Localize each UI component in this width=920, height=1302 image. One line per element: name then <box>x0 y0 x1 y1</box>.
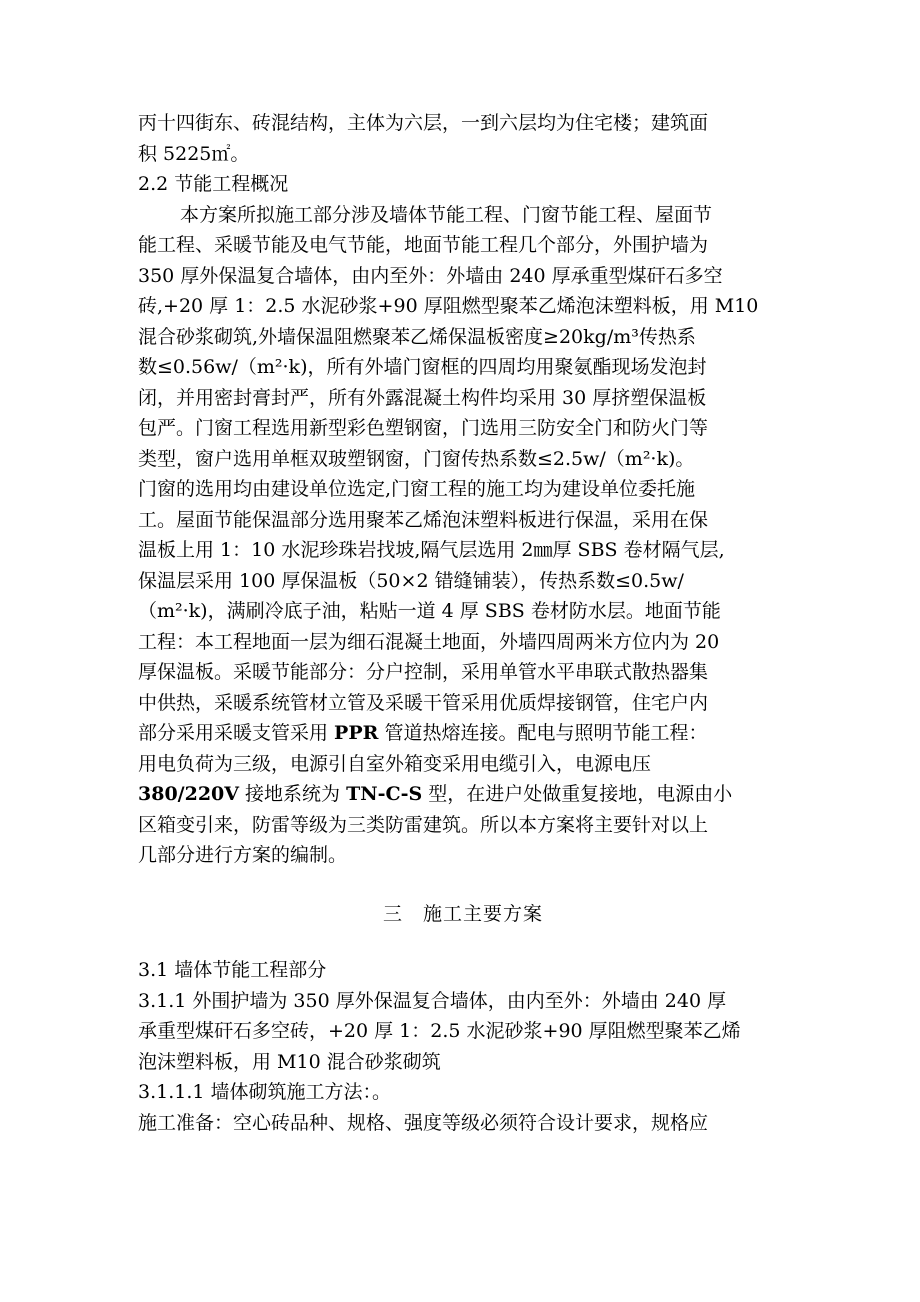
text-line: 承重型煤矸石多空砖，+20 厚 1：2.5 水泥砂浆+90 厚阻燃型聚苯乙烯 <box>138 1020 741 1042</box>
text-segment-bold: 380/220V <box>138 783 240 805</box>
text-line: 350 厚外保温复合墙体，由内至外：外墙由 240 厚承重型煤矸石多空 <box>138 264 723 287</box>
text-line: 工。屋面节能保温部分选用聚苯乙烯泡沫塑料板进行保温，采用在保 <box>138 508 709 531</box>
text-line <box>138 779 788 810</box>
section-3-1-1-paragraph <box>138 986 788 1078</box>
text-line: 门窗的选用均由建设单位选定,门窗工程的施工均为建设单位委托施 <box>138 478 696 500</box>
text-segment: 型，在进户处做重复接地，电源由小 <box>422 783 733 805</box>
text-line: 类型，窗户选用单框双玻塑钢窗，门窗传热系数≤2.5w/（m²·k)。 <box>138 447 695 470</box>
text-line: （m²·k)，满刷冷底子油，粘贴一道 4 厚 SBS 卷材防水层。地面节能 <box>138 600 721 622</box>
text-line <box>138 718 788 749</box>
section-heading-3-1: 3.1 墙体节能工程部分 <box>138 959 327 981</box>
intro-paragraph <box>138 108 788 169</box>
text-line: 能工程、采暖节能及电气节能，地面节能工程几个部分，外围护墙为 <box>138 234 709 256</box>
text-line: 保温层采用 100 厚保温板（50×2 错缝铺装），传热系数≤0.5w/ <box>138 569 684 592</box>
text-line: 泡沫塑料板，用 M10 混合砂浆砌筑 <box>138 1050 441 1073</box>
document-page <box>138 108 788 1138</box>
text-line: 用电负荷为三级，电源引自室外箱变采用电缆引入，电源电压 <box>138 752 652 775</box>
text-segment: 管道热熔连接。配电与照明节能工程： <box>378 722 708 744</box>
text-line: 包严。门窗工程选用新型彩色塑钢窗，门选用三防安全门和防火门等 <box>138 417 709 439</box>
text-line: 区箱变引来，防雷等级为三类防雷建筑。所以本方案将主要针对以上 <box>138 813 709 836</box>
text-line: 施工准备：空心砖品种、规格、强度等级必须符合设计要求，规格应 <box>138 1111 709 1134</box>
text-line: 中供热，采暖系统管材立管及采暖干管采用优质焊接钢管，住宅户内 <box>138 691 709 714</box>
text-line: 数≤0.56w/（m²·k)，所有外墙门窗框的四周均用聚氨酯现场发泡封 <box>138 356 707 378</box>
text-line: 闭，并用密封膏封严，所有外露混凝土构件均采用 30 厚挤塑保温板 <box>138 386 707 409</box>
text-line: 厚保温板。采暖节能部分：分户控制，采用单管水平串联式散热器集 <box>138 661 709 683</box>
text-line: 混合砂浆砌筑,外墙保温阻燃聚苯乙烯保温板密度≥20kg/m³传热系 <box>138 325 696 348</box>
text-line: 工程：本工程地面一层为细石混凝土地面，外墙四周两米方位内为 20 <box>138 630 720 653</box>
text-line: 3.1.1 外围护墙为 350 厚外保温复合墙体，由内至外：外墙由 240 厚 <box>138 989 727 1012</box>
text-segment-bold: TN-C-S <box>346 783 423 805</box>
section-heading-3-1-1-1: 3.1.1.1 墙体砌筑施工方法：。 <box>138 1081 392 1103</box>
text-segment: 部分采用采暖支管采用 <box>138 722 335 744</box>
text-segment: 接地系统为 <box>239 783 347 805</box>
text-line: 温板上用 1：10 水泥珍珠岩找坡,隔气层选用 2㎜厚 SBS 卷材隔气层, <box>138 539 725 561</box>
text-line: 几部分进行方案的编制。 <box>138 844 348 866</box>
text-line: 积 5225㎡。 <box>138 142 250 165</box>
text-line: 本方案所拟施工部分涉及墙体节能工程、门窗节能工程、屋面节 <box>180 203 713 226</box>
text-line: 砖,+20 厚 1：2.5 水泥砂浆+90 厚阻燃型聚苯乙烯泡沫塑料板，用 M10 <box>138 295 759 317</box>
text-line: 丙十四街东、砖混结构，主体为六层，一到六层均为住宅楼；建筑面 <box>138 112 709 134</box>
chapter-heading-3: 三 施工主要方案 <box>382 902 543 925</box>
overview-paragraph <box>138 200 788 871</box>
text-segment-bold: PPR <box>334 722 379 744</box>
section-heading-2-2: 2.2 节能工程概况 <box>138 173 289 195</box>
